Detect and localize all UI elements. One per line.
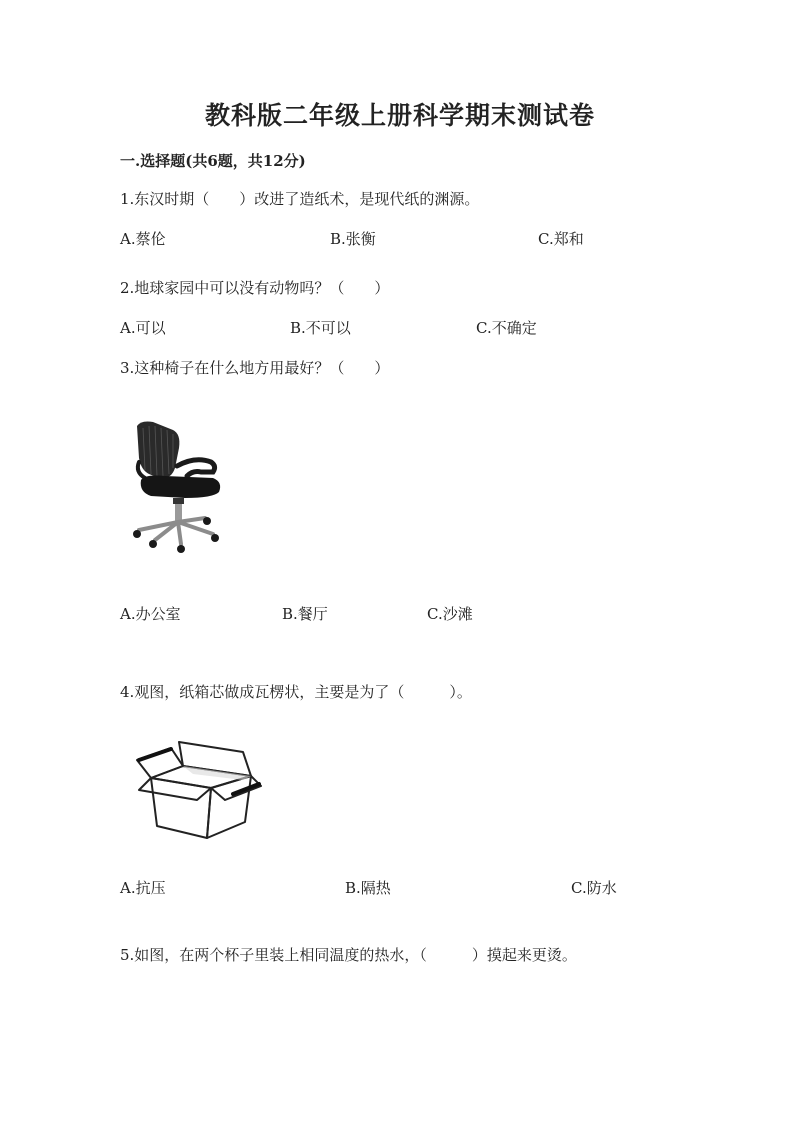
- question-1-option-b: B.张衡: [330, 230, 376, 248]
- question-1-option-a: A.蔡伦: [120, 230, 166, 248]
- question-3-option-c: C.沙滩: [427, 605, 473, 623]
- question-5-text: 5.如图，在两个杯子里装上相同温度的热水，（ ）摸起来更烫。: [120, 946, 577, 964]
- question-1-option-c: C.郑和: [538, 230, 584, 248]
- question-2-text: 2.地球家园中可以没有动物吗？（ ）: [120, 279, 390, 297]
- question-4-option-b: B.隔热: [345, 879, 391, 897]
- question-3-option-a: A.办公室: [120, 605, 181, 623]
- office-chair-icon: [125, 418, 230, 558]
- question-4-option-a: A.抗压: [120, 879, 166, 897]
- question-2-option-a: A.可以: [120, 319, 166, 337]
- section-heading: 一.选择题(共6题，共12分): [120, 152, 306, 170]
- page-title: 教科版二年级上册科学期末测试卷: [204, 101, 595, 130]
- question-4-option-c: C.防水: [571, 879, 617, 897]
- question-1-text: 1.东汉时期（ ）改进了造纸术，是现代纸的渊源。: [120, 190, 480, 208]
- question-3-text: 3.这种椅子在什么地方用最好？（ ）: [120, 359, 390, 377]
- cardboard-box-icon: [133, 738, 263, 844]
- question-2-option-c: C.不确定: [476, 319, 537, 337]
- question-4-text: 4.观图，纸箱芯做成瓦楞状，主要是为了（ ）。: [120, 683, 472, 701]
- question-3-option-b: B.餐厅: [282, 605, 328, 623]
- question-2-option-b: B.不可以: [290, 319, 351, 337]
